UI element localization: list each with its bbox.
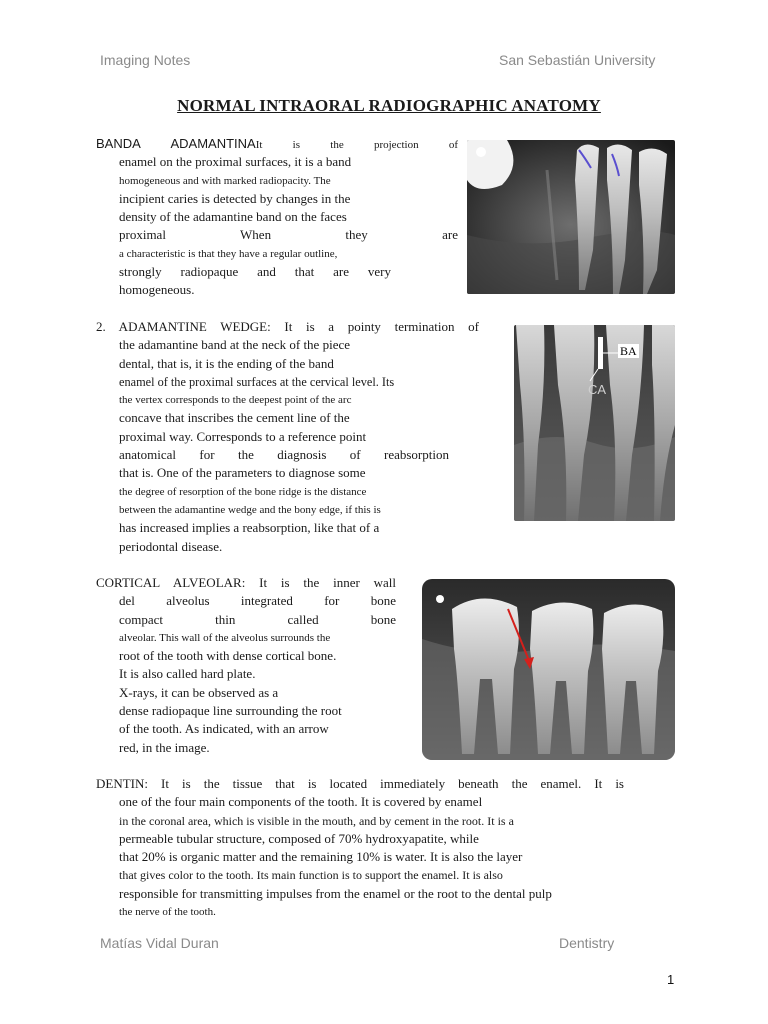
section3-line: alveolar. This wall of the alveolus surrounds the: [119, 631, 331, 644]
section4-line: one of the four main components of the tooth. It is covered by enamel: [119, 794, 483, 810]
section4-line: the nerve of the tooth.: [119, 906, 216, 919]
section3-line: root of the tooth with dense cortical bone.: [119, 648, 337, 664]
section4-line: DENTIN: It is the tissue that is located immediately beneath the enamel. It is: [96, 776, 624, 791]
page-number: 1: [667, 972, 675, 987]
section4-line: that gives color to the tooth. Its main function is to support the enamel. It is also: [119, 868, 503, 883]
section4-line: permeable tubular structure, composed of 70% hydroxyapatite, while: [119, 830, 479, 846]
section3-line: It is also called hard plate.: [119, 666, 256, 682]
section3-line: dense radiopaque line surrounding the root: [119, 703, 342, 719]
xray-cortical-alveolar-image: [422, 579, 675, 760]
section-banda-adamantina: [96, 135, 458, 300]
footer-right: Dentistry: [559, 935, 615, 951]
section1-line-0: [96, 135, 458, 153]
section2-line: the vertex corresponds to the deepest point of the arc: [119, 394, 352, 407]
section1-line: density of the adamantine band on the faces: [119, 209, 347, 225]
section2-line: anatomical for the diagnosis of reabsorption: [119, 447, 449, 463]
xray-adamantine-wedge-image: [514, 325, 675, 521]
header-left: Imaging Notes: [100, 52, 191, 68]
section4-line: responsible for transmitting impulses from the enamel or the root to the dental pulp: [119, 885, 552, 901]
section2-line: has increased implies a reabsorption, like that of a: [119, 520, 380, 536]
section1-line: incipient caries is detected by changes in the: [119, 190, 351, 206]
page-title: NORMAL INTRAORAL RADIOGRAPHIC ANATOMY: [177, 96, 601, 115]
section-adamantine-wedge: [96, 318, 479, 556]
label-ba: BA: [620, 344, 637, 358]
section2-line: proximal way. Corresponds to a reference point: [119, 428, 367, 444]
section2-line: dental, that is, it is the ending of the band: [119, 355, 334, 371]
section2-line: 2. ADAMANTINE WEDGE: It is a pointy termination of: [96, 319, 479, 334]
section-dentin: [96, 775, 624, 921]
section2-line: the degree of resorption of the bone ridge is the distance: [119, 485, 367, 498]
section1-line: enamel on the proximal surfaces, it is a band: [119, 154, 352, 170]
label-ca: CA: [588, 382, 607, 397]
footer-left: Matías Vidal Duran: [100, 935, 219, 951]
xray-adamantine-band-image: [467, 140, 675, 294]
header-right: San Sebastián University: [499, 52, 656, 68]
section1-line: homogeneous and with marked radiopacity. The: [119, 174, 331, 187]
section1-lead: BANDA ADAMANTINA: [96, 136, 256, 151]
section3-line: red, in the image.: [119, 739, 210, 755]
section3-line: X-rays, it can be observed as a: [119, 684, 279, 700]
section-cortical-alveolar: [96, 574, 396, 757]
section1-line: proximal When they are: [119, 227, 458, 243]
section3-line: del alveolus integrated for bone: [119, 593, 396, 609]
section1-line: homogeneous.: [119, 282, 195, 298]
section2-line: that is. One of the parameters to diagnose some: [119, 465, 366, 481]
section3-line: of the tooth. As indicated, with an arrow: [119, 721, 329, 737]
section2-line: enamel of the proximal surfaces at the cervical level. Its: [119, 374, 395, 389]
section2-line: concave that inscribes the cement line of the: [119, 410, 350, 426]
section2-line: between the adamantine wedge and the bony edge, if this is: [119, 503, 381, 516]
section3-line: compact thin called bone: [119, 611, 396, 627]
section1-line: a characteristic is that they have a regular outline,: [119, 247, 338, 260]
section2-line: the adamantine band at the neck of the piece: [119, 337, 351, 353]
section4-line: in the coronal area, which is visible in the mouth, and by cement in the root. It is a: [119, 813, 514, 828]
section3-line: CORTICAL ALVEOLAR: It is the inner wall: [96, 575, 396, 590]
section1-first-text: It is the projection of: [255, 139, 458, 151]
section1-line: strongly radiopaque and that are very: [119, 264, 391, 280]
section4-line: that 20% is organic matter and the remaining 10% is water. It is also the layer: [119, 849, 523, 865]
section2-line: periodontal disease.: [119, 538, 223, 554]
